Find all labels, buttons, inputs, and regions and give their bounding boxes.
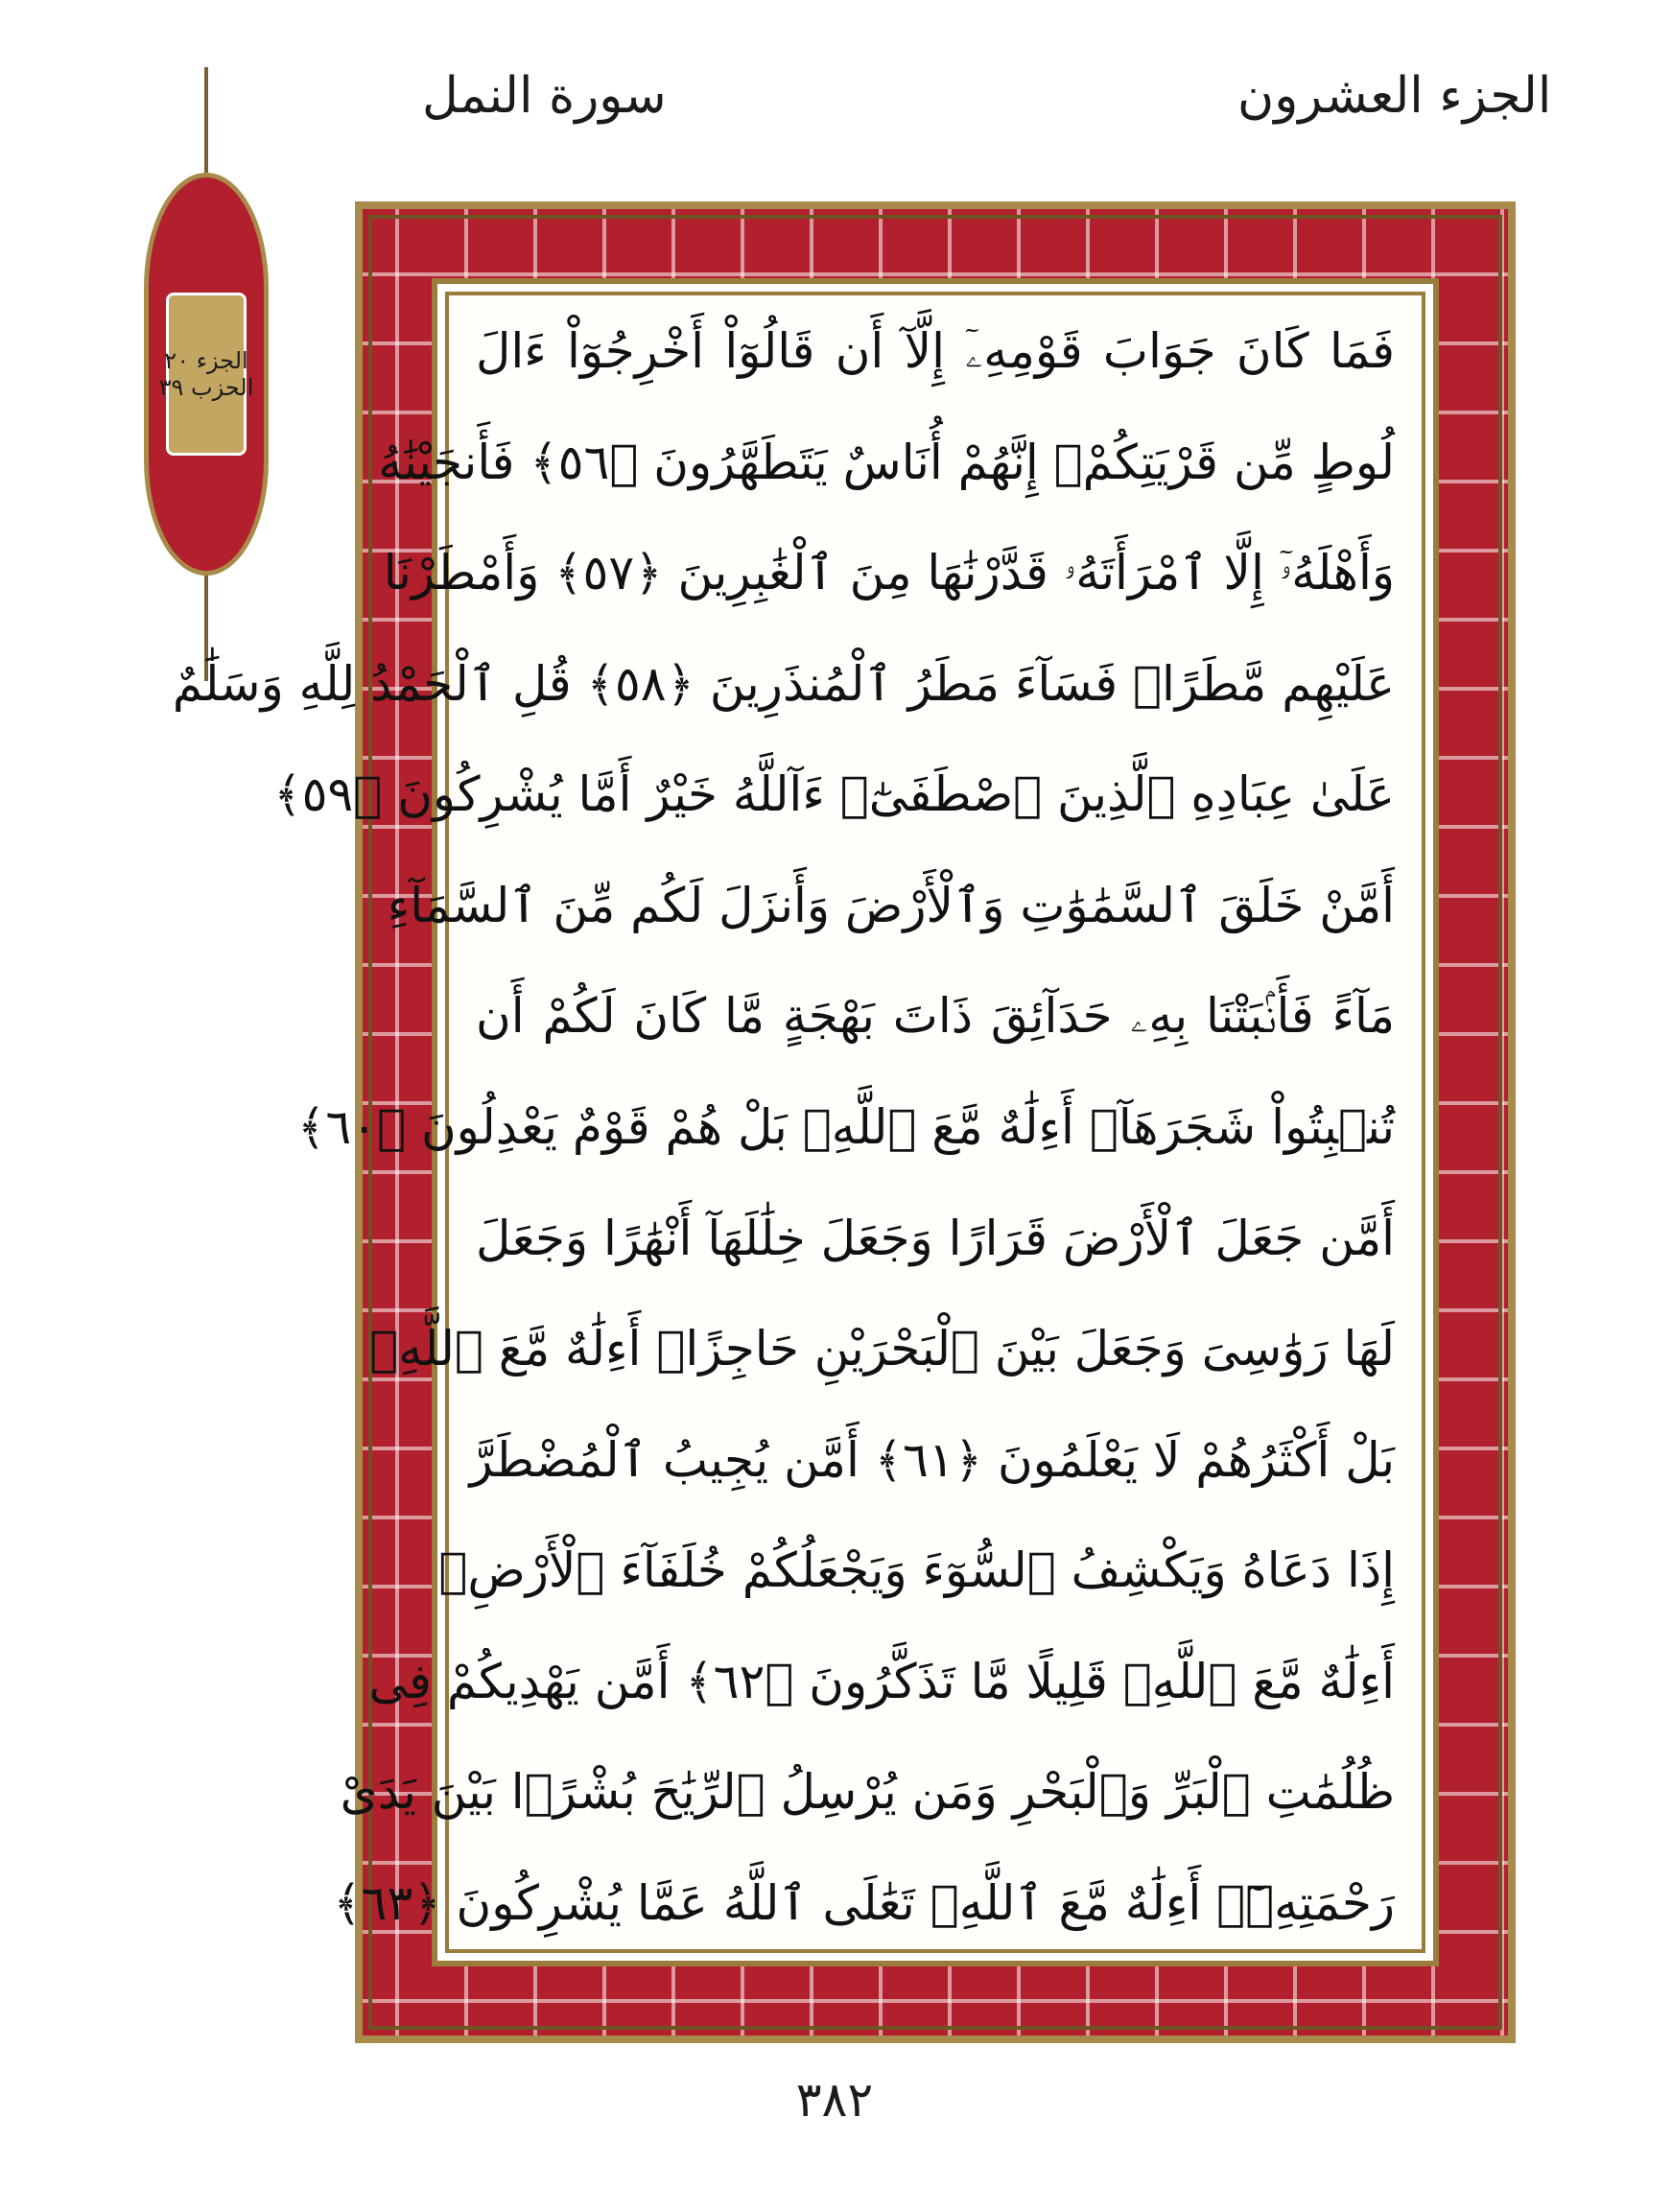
text-line: تُنۢبِتُواْ شَجَرَهَآۗ أَءِلَٰهٌ مَّعَ ٱللَّهِۚ بَلْ هُمْ قَوْمٌ يَعْدِلُونَ ﴿٦٠﴾ (297, 1098, 1395, 1155)
text-line: أَمَّن جَعَلَ ٱلْأَرْضَ قَرَارًا وَجَعَلَ خِلَٰلَهَآ أَنْهَٰرًا وَجَعَلَ (476, 1210, 1395, 1266)
text-line: بَلْ أَكْثَرُهُمْ لَا يَعْلَمُونَ ﴿٦١﴾ أَمَّن يُجِيبُ ٱلْمُضْطَرَّ (469, 1431, 1395, 1488)
text-line: وَأَهْلَهُۥٓ إِلَّا ٱمْرَأَتَهُۥ قَدَّرْنَٰهَا مِنَ ٱلْغَٰبِرِينَ ﴿٥٧﴾ وَأَمْطَرْنَا (383, 545, 1395, 601)
juz-header: الجزء العشرون (1237, 67, 1552, 125)
text-line: رَحْمَتِهِۦٓۗ أَءِلَٰهٌ مَّعَ ٱللَّهِۚ تَعَٰلَى ٱللَّهُ عَمَّا يُشْرِكُونَ ﴿٦٣﴾ (333, 1874, 1395, 1931)
text-line: لَهَا رَوَٰسِىَ وَجَعَلَ بَيْنَ ٱلْبَحْرَيْنِ حَاجِزًاۗ أَءِلَٰهٌ مَّعَ ٱللَّهِۚ (369, 1321, 1395, 1377)
page-number: ٣٨٢ (795, 2072, 874, 2128)
medallion-stem-top (204, 67, 208, 173)
text-line: مَآءً فَأَنۢبَتْنَا بِهِۦ حَدَآئِقَ ذَاتَ بَهْجَةٍ مَّا كَانَ لَكُمْ أَن (476, 988, 1395, 1045)
text-line: لُوطٍ مِّن قَرْيَتِكُمْۖ إِنَّهُمْ أُنَاسٌ يَتَطَهَّرُونَ ﴿٥٦﴾ فَأَنجَيْنَٰهُ (378, 434, 1395, 490)
text-line: إِذَا دَعَاهُ وَيَكْشِفُ ٱلسُّوٓءَ وَيَجْعَلُكُمْ خُلَفَآءَ ٱلْأَرْضِۗ (438, 1542, 1395, 1599)
text-line: ظُلُمَٰتِ ٱلْبَرِّ وَٱلْبَحْرِ وَمَن يُرْسِلُ ٱلرِّيَٰحَ بُشْرًۢا بَيْنَ يَدَىْ (340, 1764, 1395, 1821)
medallion-core (158, 293, 254, 456)
text-line: عَلَيْهِم مَّطَرًاۖ فَسَآءَ مَطَرُ ٱلْمُنذَرِينَ ﴿٥٨﴾ قُلِ ٱلْحَمْدُ لِلَّهِ وَسَلَٰمٌ (172, 655, 1395, 712)
text-line: فَمَا كَانَ جَوَابَ قَوْمِهِۦٓ إِلَّآ أَن قَالُوٓاْ أَخْرِجُوٓاْ ءَالَ (476, 323, 1395, 379)
juz-hizb-medallion (144, 173, 269, 576)
juz-marker: الجزء ٢٠ (164, 347, 248, 374)
text-line: عَلَىٰ عِبَادِهِ ٱلَّذِينَ ٱصْطَفَىٰٓۗ ءَآللَّهُ خَيْرٌ أَمَّا يُشْرِكُونَ ﴿٥٩﴾ (273, 766, 1395, 823)
text-line: أَءِلَٰهٌ مَّعَ ٱللَّهِۚ قَلِيلًا مَّا تَذَكَّرُونَ ﴿٦٢﴾ أَمَّن يَهْدِيكُمْ فِى (368, 1653, 1395, 1709)
text-line: أَمَّنْ خَلَقَ ٱلسَّمَٰوَٰتِ وَٱلْأَرْضَ وَأَنزَلَ لَكُم مِّنَ ٱلسَّمَآءِ (387, 877, 1395, 933)
surah-header: سورة النمل (422, 67, 667, 125)
hizb-marker: الحزب ٣٩ (158, 374, 254, 401)
